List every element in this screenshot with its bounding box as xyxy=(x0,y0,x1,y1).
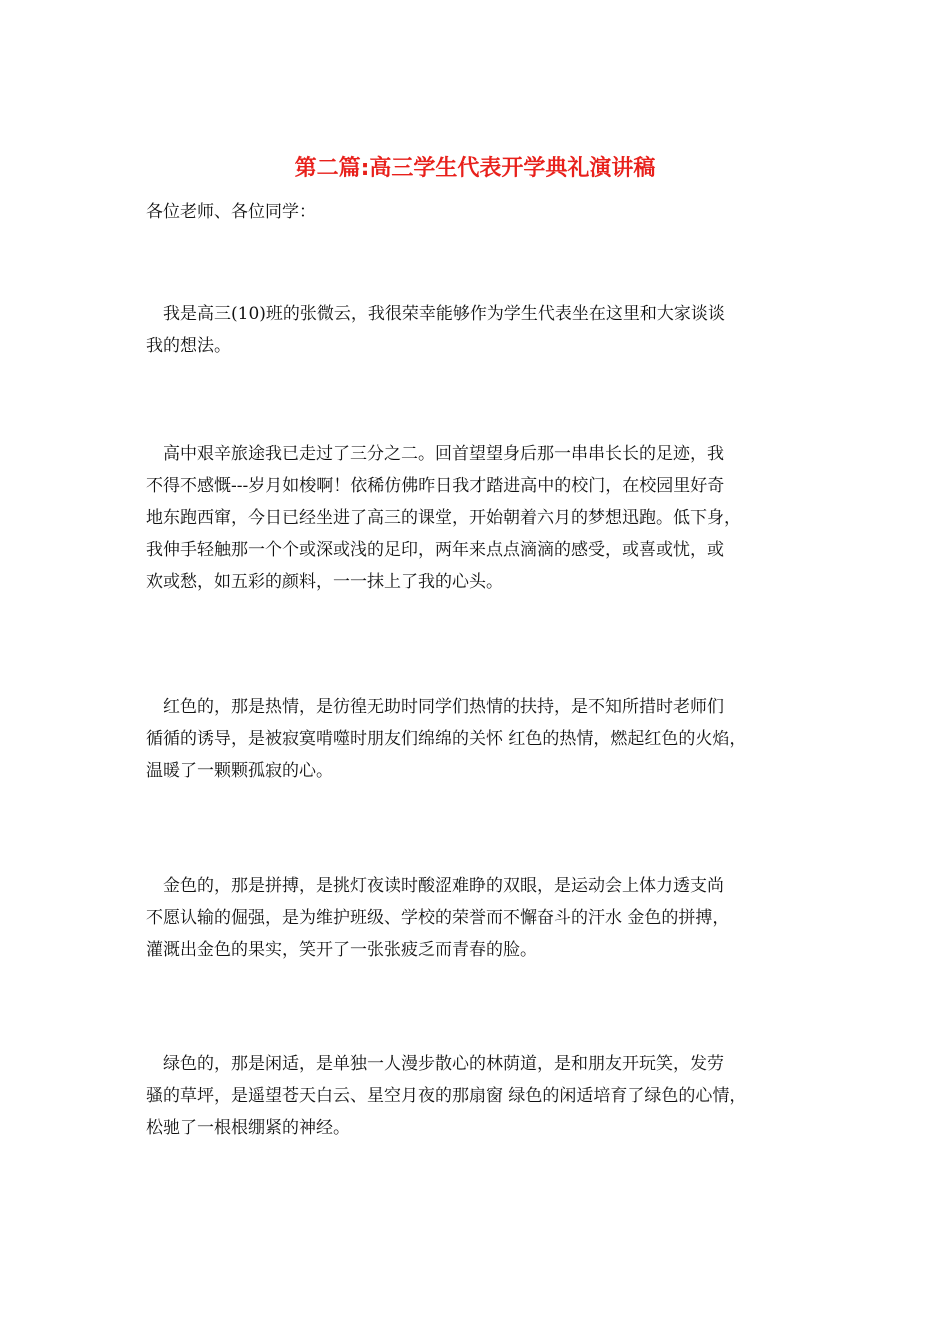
paragraph-line: 我伸手轻触那一个个或深或浅的足印，两年来点点滴滴的感受，或喜或忧，或 xyxy=(146,540,724,560)
document-title: 第二篇:高三学生代表开学典礼演讲稿 xyxy=(294,156,656,181)
paragraph-line: 我的想法。 xyxy=(146,336,231,356)
paragraph-line: 骚的草坪，是遥望苍天白云、星空月夜的那扇窗 绿色的闲适培育了绿色的心情， xyxy=(146,1086,747,1106)
paragraph-line: 高中艰辛旅途我已走过了三分之二。回首望望身后那一串串长长的足迹，我 xyxy=(146,444,724,464)
paragraph-line: 松驰了一根根绷紧的神经。 xyxy=(146,1118,350,1138)
paragraph-line: 循循的诱导，是被寂寞啃噬时朋友们绵绵的关怀 红色的热情，燃起红色的火焰， xyxy=(146,729,747,749)
paragraph-line: 灌溉出金色的果实，笑开了一张张疲乏而青春的脸。 xyxy=(146,940,537,960)
paragraph-red xyxy=(146,691,806,787)
paragraph-journey xyxy=(146,438,806,598)
paragraph-line: 欢或愁，如五彩的颜料，一一抹上了我的心头。 xyxy=(146,572,503,592)
paragraph-line: 绿色的，那是闲适，是单独一人漫步散心的林荫道，是和朋友开玩笑，发劳 xyxy=(146,1054,724,1074)
salutation: 各位老师、各位同学： xyxy=(146,202,316,222)
paragraph-green xyxy=(146,1048,806,1144)
paragraph-line: 不愿认输的倔强，是为维护班级、学校的荣誉而不懈奋斗的汗水 金色的拼搏， xyxy=(146,908,730,928)
paragraph-line: 温暖了一颗颗孤寂的心。 xyxy=(146,761,333,781)
paragraph-gold xyxy=(146,870,806,966)
paragraph-line: 地东跑西窜，今日已经坐进了高三的课堂，开始朝着六月的梦想迅跑。低下身， xyxy=(146,508,741,528)
paragraph-line: 我是高三(10)班的张微云，我很荣幸能够作为学生代表坐在这里和大家谈谈 xyxy=(146,304,725,324)
paragraph-line: 金色的，那是拼搏，是挑灯夜读时酸涩难睁的双眼，是运动会上体力透支尚 xyxy=(146,876,724,896)
paragraph-line: 不得不感慨---岁月如梭啊！依稀仿佛昨日我才踏进高中的校门，在校园里好奇 xyxy=(146,476,725,496)
paragraph-intro xyxy=(146,298,806,362)
paragraph-line: 红色的，那是热情，是彷徨无助时同学们热情的扶持，是不知所措时老师们 xyxy=(146,697,724,717)
